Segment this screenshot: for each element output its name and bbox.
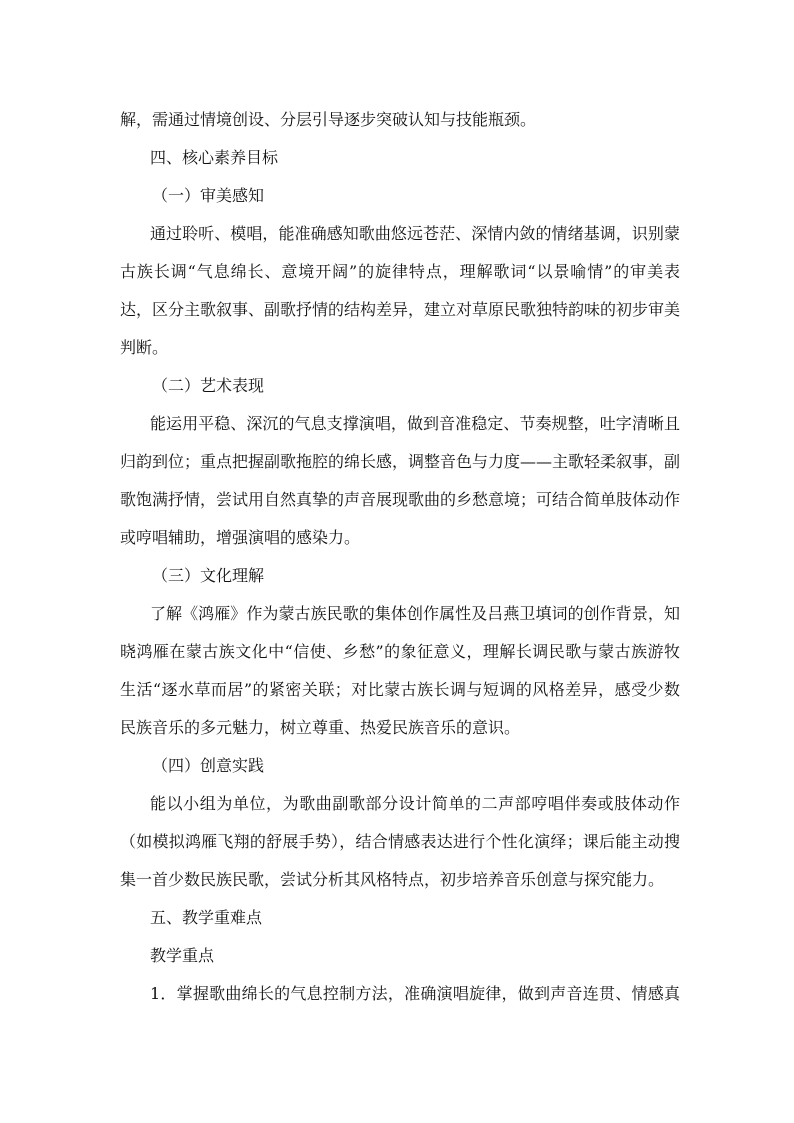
paragraph-line: 生活“逐水草而居”的紧密关联；对比蒙古族长调与短调的风格差异，感受少数 [120, 680, 680, 699]
subheading-cultural-understanding: （三）文化理解 [152, 566, 265, 585]
paragraph-line-continuation: 解，需通过情境创设、分层引导逐步突破认知与技能瓶颈。 [120, 110, 537, 129]
subheading-aesthetic-perception: （一）审美感知 [152, 186, 265, 205]
section-heading-key-difficulties: 五、教学重难点 [150, 908, 263, 927]
paragraph-line: 晓鸿雁在蒙古族文化中“信使、乡愁”的象征意义，理解长调民歌与蒙古族游牧 [120, 642, 680, 661]
paragraph-line: 能以小组为单位，为歌曲副歌部分设计简单的二声部哼唱伴奏或肢体动作 [150, 794, 680, 813]
paragraph-line: 或哼唱辅助，增强演唱的感染力。 [120, 528, 361, 547]
subheading-artistic-expression: （二）艺术表现 [152, 376, 265, 395]
paragraph-line: 判断。 [120, 338, 169, 357]
paragraph-line: 达，区分主歌叙事、副歌抒情的结构差异，建立对草原民歌独特韵味的初步审美 [120, 300, 681, 319]
paragraph-line: 集一首少数民族民歌，尝试分析其风格特点，初步培养音乐创意与探究能力。 [120, 870, 665, 889]
paragraph-line: 了解《鸿雁》作为蒙古族民歌的集体创作属性及吕燕卫填词的创作背景，知 [150, 604, 680, 623]
subheading-creative-practice: （四）创意实践 [152, 756, 265, 775]
section-heading-core-literacy: 四、核心素养目标 [150, 148, 279, 167]
numbered-item-line: 1．掌握歌曲绵长的气息控制方法，准确演唱旋律，做到声音连贯、情感真 [150, 984, 680, 1003]
paragraph-line: 能运用平稳、深沉的气息支撑演唱，做到音准稳定、节奏规整，吐字清晰且 [150, 414, 680, 433]
paragraph-line: （如模拟鸿雁飞翔的舒展手势），结合情感表达进行个性化演绎；课后能主动搜 [120, 832, 680, 851]
paragraph-line: 民族音乐的多元魅力，树立尊重、热爱民族音乐的意识。 [120, 718, 521, 737]
paragraph-line: 归韵到位；重点把握副歌拖腔的绵长感，调整音色与力度——主歌轻柔叙事，副 [120, 452, 681, 471]
paragraph-line: 通过聆听、模唱，能准确感知歌曲悠远苍茫、深情内敛的情绪基调，识别蒙 [150, 224, 680, 243]
subheading-teaching-focus: 教学重点 [150, 946, 215, 965]
paragraph-line: 歌饱满抒情，尝试用自然真挚的声音展现歌曲的乡愁意境；可结合简单肢体动作 [120, 490, 681, 509]
paragraph-line: 古族长调“气息绵长、意境开阔”的旋律特点，理解歌词“以景喻情”的审美表 [120, 262, 680, 281]
